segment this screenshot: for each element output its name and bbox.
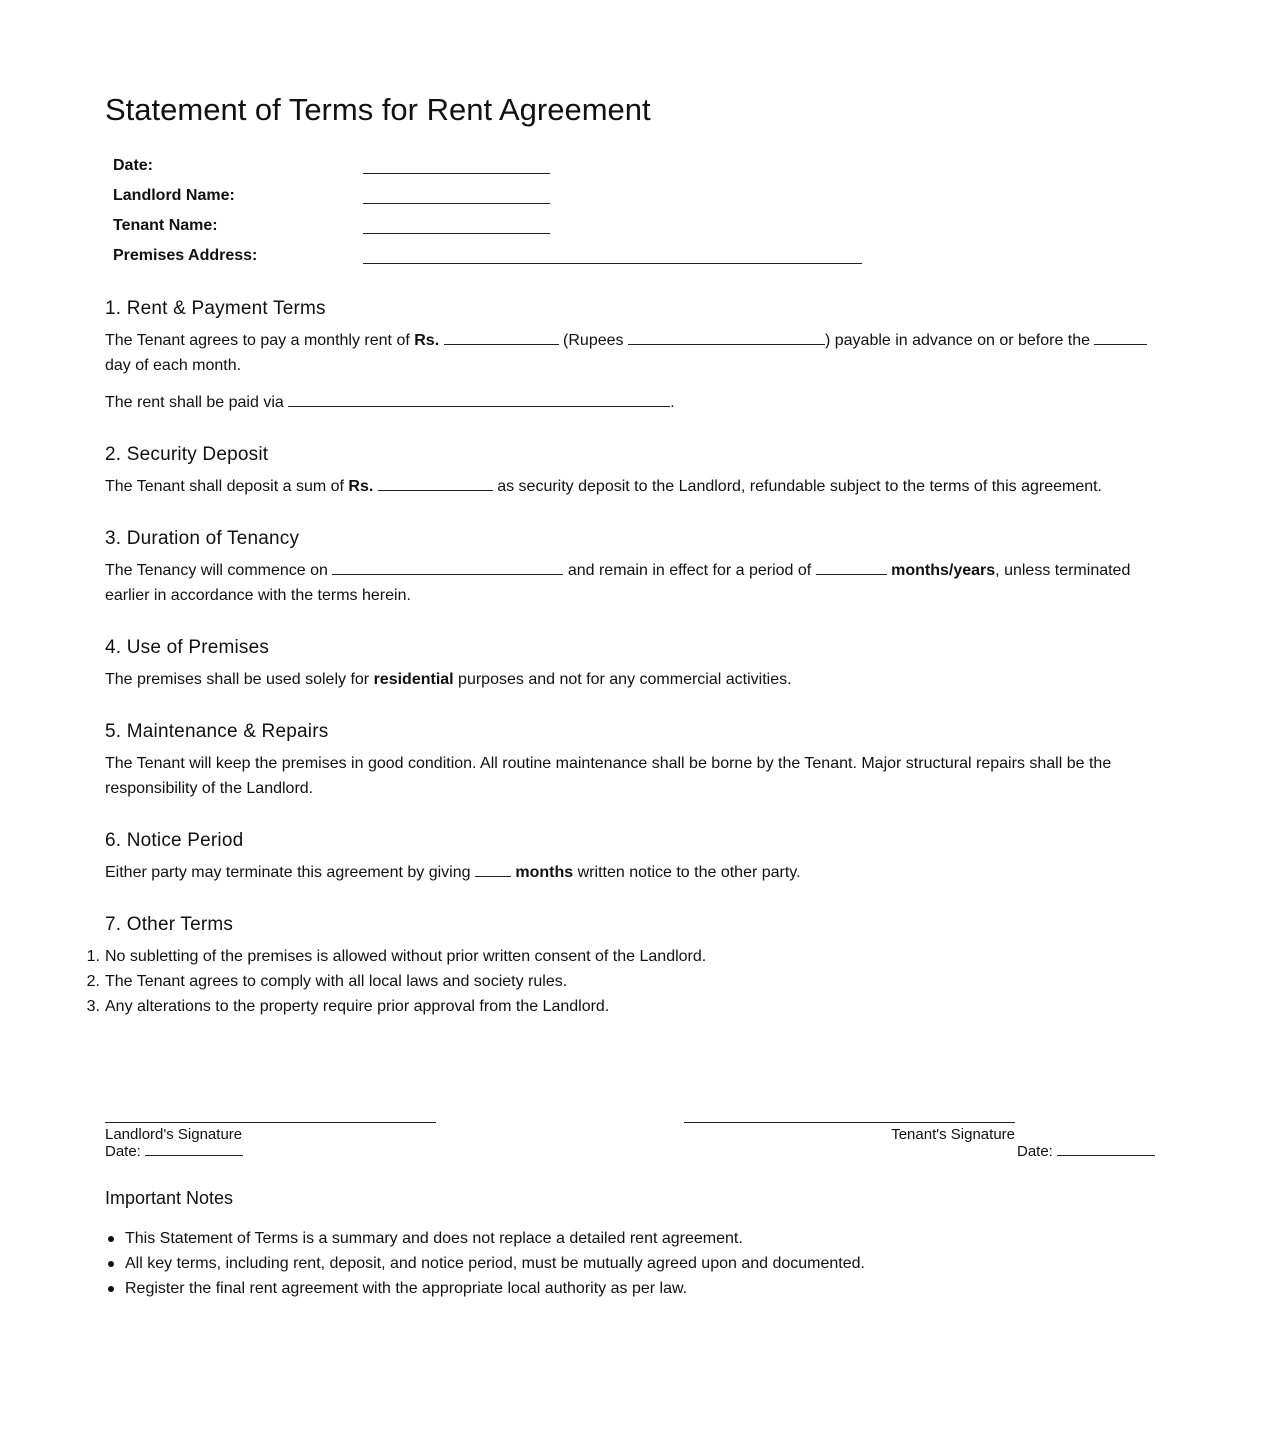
text-run: The Tenant agrees to pay a monthly rent of bbox=[105, 332, 415, 349]
notice-months-blank[interactable] bbox=[475, 862, 511, 877]
text-run: as security deposit to the Landlord, refundable subject to the terms of this agreement. bbox=[492, 478, 1102, 495]
section-other-terms bbox=[86, 914, 1165, 1019]
list-item bbox=[86, 944, 1165, 969]
emphasis: months bbox=[515, 864, 574, 881]
emphasis: residential bbox=[373, 671, 454, 688]
period-blank[interactable] bbox=[816, 560, 887, 575]
rs-label: Rs. bbox=[348, 478, 374, 495]
notice-paragraph bbox=[105, 860, 1165, 885]
list-item-text: Any alterations to the property require prior approval from the Landlord. bbox=[105, 998, 610, 1015]
section-heading: 6. Notice Period bbox=[105, 830, 244, 851]
page-title: Statement of Terms for Rent Agreement bbox=[105, 92, 651, 127]
landlord-date bbox=[105, 1143, 243, 1160]
payment-method-paragraph bbox=[105, 390, 1165, 415]
section-heading: 5. Maintenance & Repairs bbox=[105, 721, 329, 742]
text-run: and remain in effect for a period of bbox=[563, 562, 816, 579]
date-label: Date: bbox=[1017, 1143, 1053, 1160]
text-run: The Tenant shall deposit a sum of bbox=[105, 478, 349, 495]
text-run: The rent shall be paid via bbox=[105, 394, 289, 411]
rs-label: Rs. bbox=[414, 332, 440, 349]
section-heading: 4. Use of Premises bbox=[105, 637, 270, 658]
maintenance-paragraph: The Tenant will keep the premises in good condition. All routine maintenance shall be borne by the Tenant. Major structural repairs shall be the responsibility of the Landlord. bbox=[105, 755, 1112, 797]
date-field-blank[interactable] bbox=[363, 173, 550, 174]
due-day-blank[interactable] bbox=[1094, 330, 1147, 345]
list-number: 1. bbox=[86, 948, 100, 965]
text-run: The Tenancy will commence on bbox=[105, 562, 333, 579]
text-run: day of each month. bbox=[105, 357, 242, 374]
list-item bbox=[105, 1226, 1165, 1251]
tenant-signature-line[interactable] bbox=[684, 1122, 1015, 1123]
text-run: written notice to the other party. bbox=[573, 864, 801, 881]
list-item-text: All key terms, including rent, deposit, and notice period, must be mutually agreed upon and documented. bbox=[125, 1255, 865, 1272]
use-paragraph bbox=[105, 667, 1165, 692]
list-number: 2. bbox=[86, 973, 100, 990]
section-use-of-premises bbox=[105, 637, 1165, 692]
tenant-name-field-blank[interactable] bbox=[363, 233, 550, 234]
period-unit: months/years bbox=[891, 562, 996, 579]
bullet-icon bbox=[108, 1286, 114, 1292]
tenant-name-field-label: Tenant Name: bbox=[113, 217, 218, 234]
list-item bbox=[105, 1276, 1165, 1301]
commence-date-blank[interactable] bbox=[332, 560, 563, 575]
tenant-date bbox=[1017, 1143, 1155, 1160]
notes-list bbox=[105, 1226, 1165, 1301]
section-heading: 7. Other Terms bbox=[105, 914, 234, 935]
rent-paragraph bbox=[105, 328, 1165, 378]
list-item bbox=[86, 969, 1165, 994]
text-run: ) payable in advance on or before the bbox=[824, 332, 1095, 349]
list-item-text: This Statement of Terms is a summary and does not replace a detailed rent agreement. bbox=[125, 1230, 743, 1247]
section-heading: 1. Rent & Payment Terms bbox=[105, 298, 326, 319]
section-maintenance bbox=[105, 721, 1165, 801]
rent-amount-blank[interactable] bbox=[444, 330, 559, 345]
text-run: (Rupees bbox=[558, 332, 628, 349]
text-run: . bbox=[670, 394, 675, 411]
tenant-date-blank[interactable] bbox=[1057, 1143, 1155, 1156]
tenant-signature-label: Tenant's Signature bbox=[891, 1126, 1015, 1143]
landlord-name-field-blank[interactable] bbox=[363, 203, 550, 204]
payment-method-blank[interactable] bbox=[288, 392, 670, 407]
section-heading: 3. Duration of Tenancy bbox=[105, 528, 300, 549]
bullet-icon bbox=[108, 1261, 114, 1267]
premises-address-field-label: Premises Address: bbox=[113, 247, 258, 264]
text-run: , unless terminated earlier in accordance with the terms herein. bbox=[105, 562, 1131, 604]
landlord-name-field-label: Landlord Name: bbox=[113, 187, 235, 204]
text-run: Either party may terminate this agreement by giving bbox=[105, 864, 475, 881]
notes-heading: Important Notes bbox=[105, 1188, 234, 1208]
text-run: purposes and not for any commercial activities. bbox=[453, 671, 792, 688]
other-terms-list bbox=[86, 944, 1165, 1019]
list-item-text: No subletting of the premises is allowed without prior written consent of the Landlord. bbox=[105, 948, 707, 965]
list-item bbox=[86, 994, 1165, 1019]
date-field-label: Date: bbox=[113, 157, 154, 174]
bullet-icon bbox=[108, 1236, 114, 1242]
landlord-signature-line[interactable] bbox=[105, 1122, 436, 1123]
list-item-text: The Tenant agrees to comply with all local laws and society rules. bbox=[105, 973, 568, 990]
list-item-text: Register the final rent agreement with the appropriate local authority as per law. bbox=[125, 1280, 688, 1297]
landlord-date-blank[interactable] bbox=[145, 1143, 243, 1156]
landlord-signature-label: Landlord's Signature bbox=[105, 1126, 243, 1143]
rent-words-blank[interactable] bbox=[628, 330, 825, 345]
list-number: 3. bbox=[86, 998, 100, 1015]
important-notes bbox=[105, 1188, 1165, 1301]
deposit-amount-blank[interactable] bbox=[378, 476, 493, 491]
text-run: The premises shall be used solely for bbox=[105, 671, 374, 688]
list-item bbox=[105, 1251, 1165, 1276]
section-notice-period bbox=[105, 830, 1165, 885]
section-duration bbox=[105, 528, 1165, 608]
duration-paragraph bbox=[105, 558, 1165, 608]
section-heading: 2. Security Deposit bbox=[105, 444, 269, 465]
date-label: Date: bbox=[105, 1143, 141, 1160]
section-rent-payment bbox=[105, 298, 1165, 415]
section-security-deposit bbox=[105, 444, 1165, 499]
deposit-paragraph bbox=[105, 474, 1165, 499]
premises-address-field-blank[interactable] bbox=[363, 263, 862, 264]
